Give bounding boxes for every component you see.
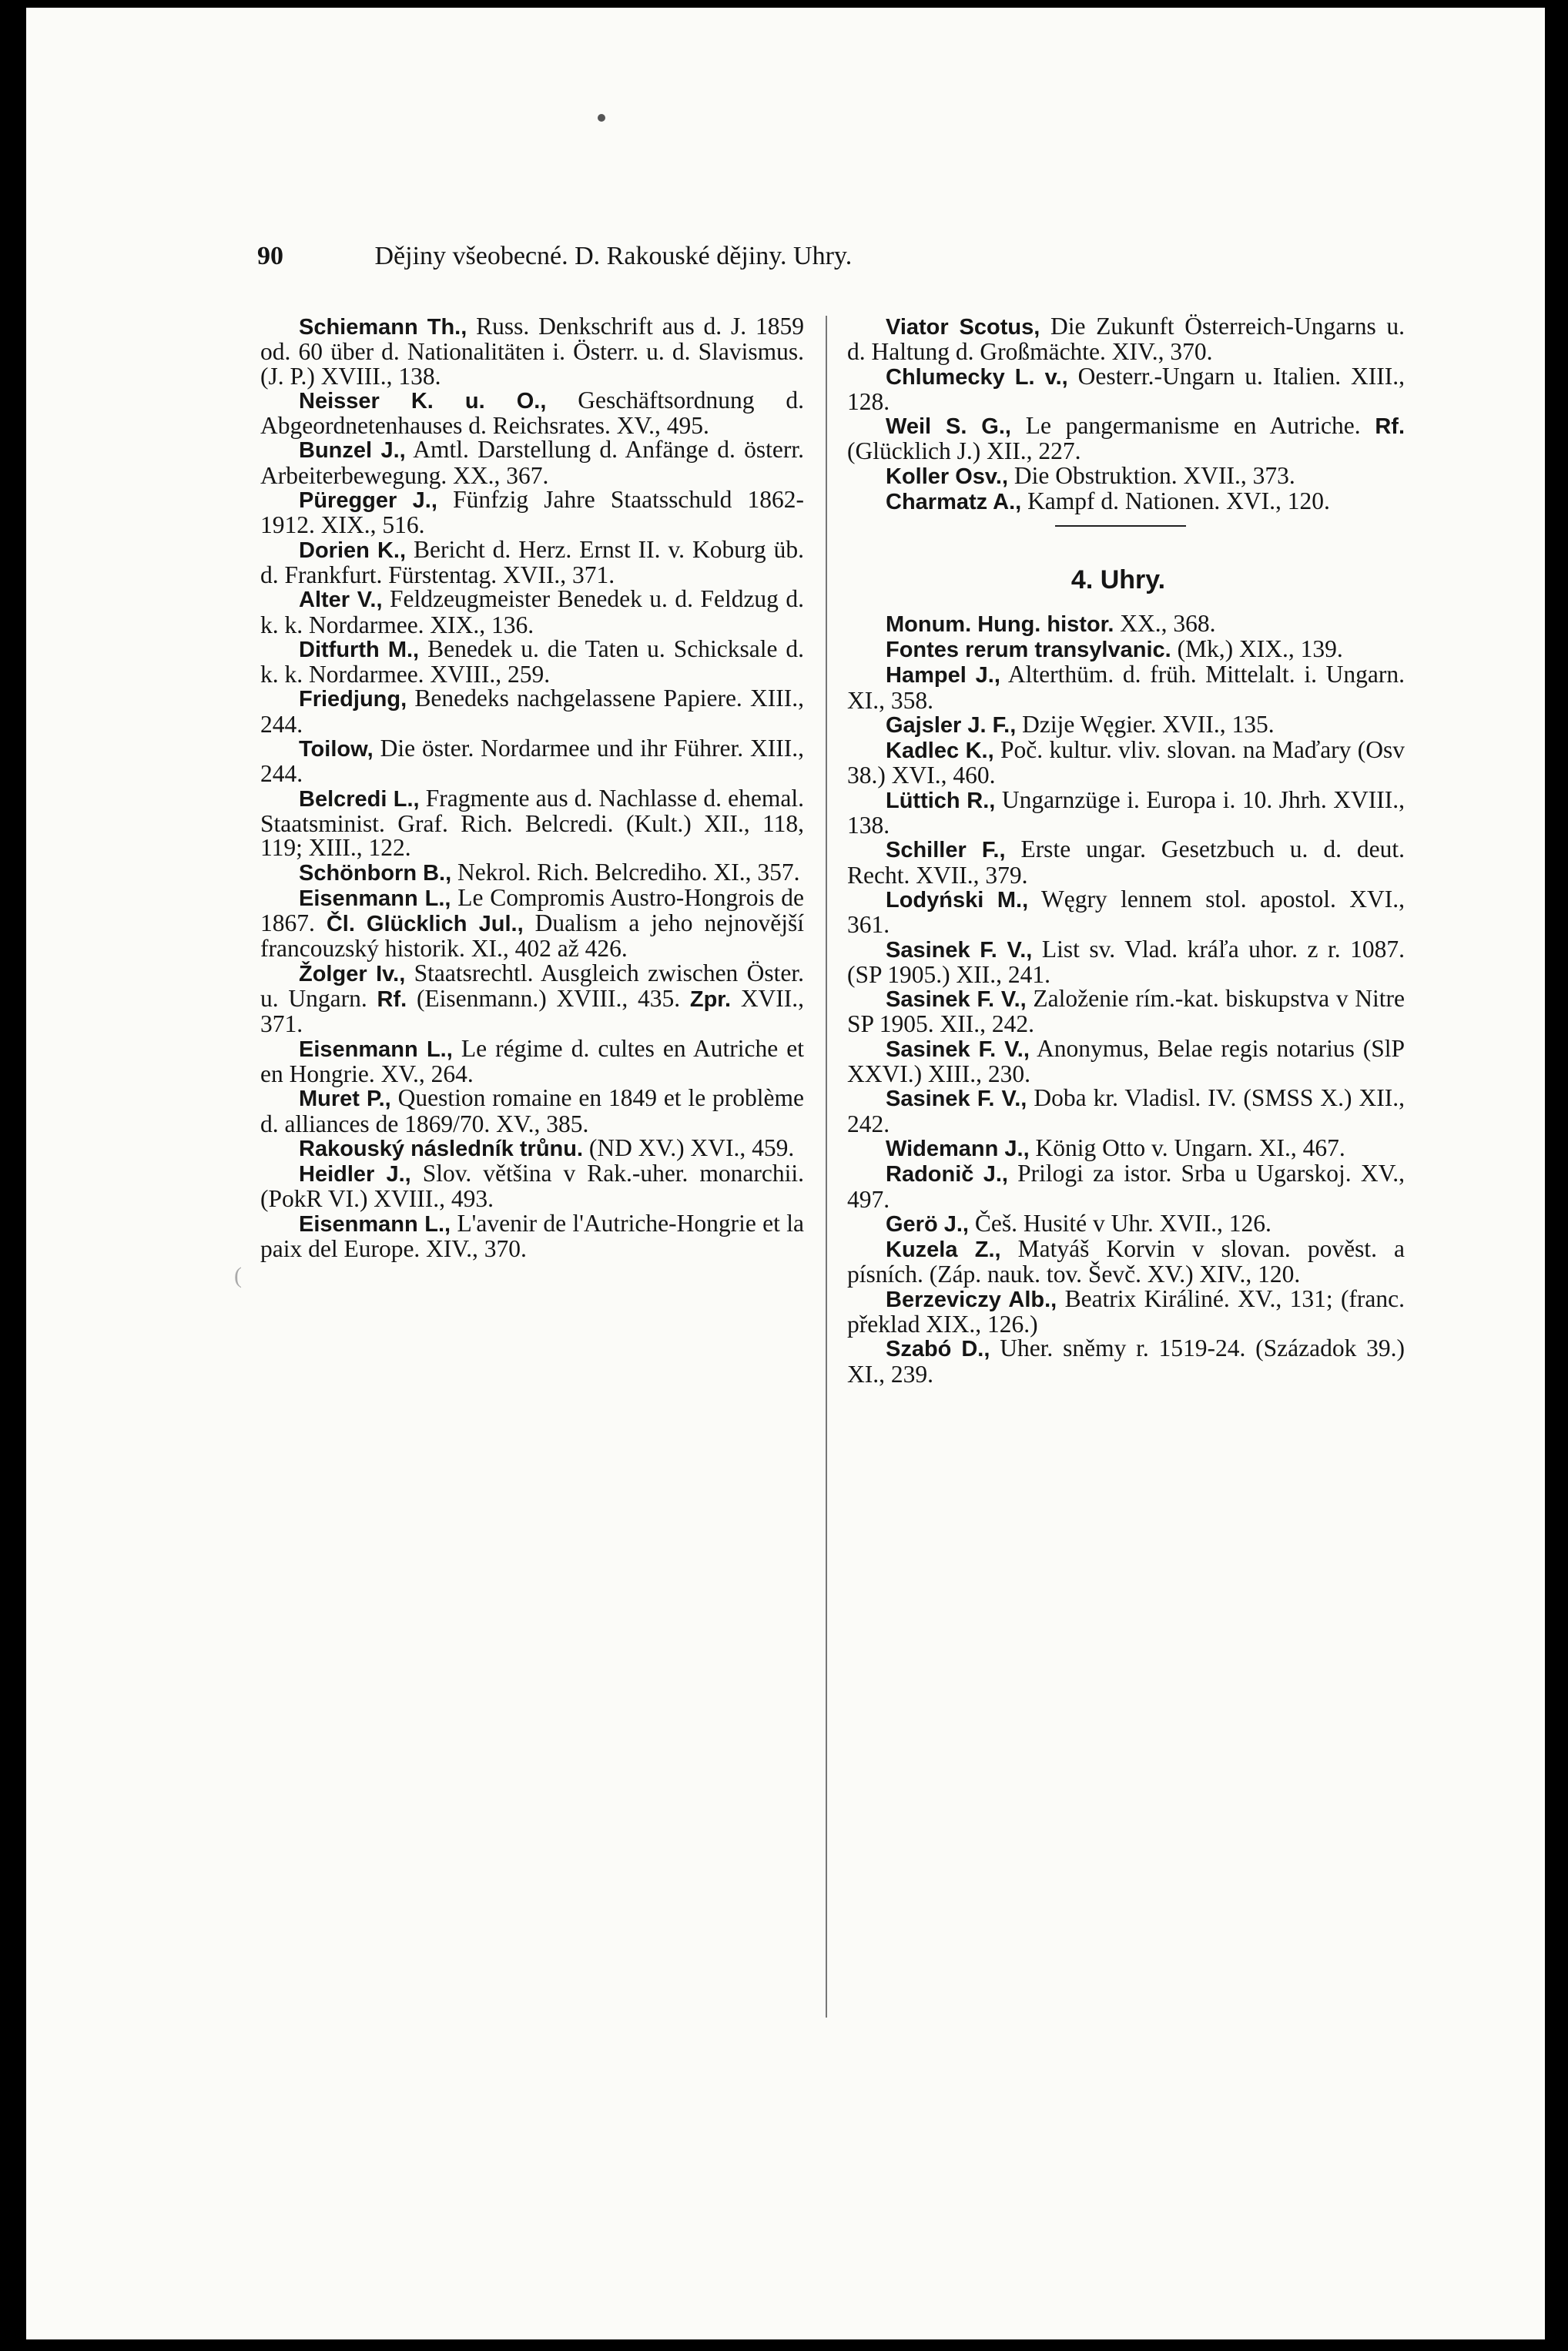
entry-author: Toilow, [299,737,374,762]
entry-author: Neisser K. u. O., [299,388,547,414]
page-header [257,242,1412,271]
print-speck [598,114,605,122]
entry-text: XVII., 371. [260,985,805,1038]
bibliography-entry [847,1211,1405,1237]
entry-author: Sasinek F. V., [886,987,1027,1013]
entry-author: Belcredi L., [299,786,420,812]
entry-text: Fünfzig Jahre Staatsschuld 1862-1912. XIX., 516. [260,486,804,539]
entry-text: Češ. Husité v Uhr. XVII., 126. [974,1209,1271,1237]
entry-author: Bunzel J., [299,438,406,464]
entry-author: Püregger J., [299,488,437,514]
book-page [26,8,1545,2339]
entry-author: Eisenmann L., [299,886,451,911]
entry-text: Dzije Węgier. XVII., 135. [1022,710,1275,738]
entry-author: Monum. Hung. histor. [886,611,1114,637]
entry-author: Rakouský následník trůnu. [299,1136,584,1161]
entry-author: Schiemann Th., [299,315,467,340]
entry-text: Le Compromis Austro-Hongrois de 1867. [260,883,804,937]
entry-text: (Glücklich J.) XII., 227. [847,437,1081,465]
entry-text: Erste ungar. Gesetzbuch u. d. deut. Recht. XVII., 379. [847,836,1406,889]
bibliography-entry [847,662,1405,712]
entry-text: Russ. Denkschrift aus d. J. 1859 od. 60 über d. Nationalitäten i. Österr. u. d. Slavismus. (J. P.) XVIII., 138. [260,313,805,390]
entry-author: Lodyński M., [886,887,1029,913]
bibliography-entry [260,860,804,886]
entry-author: Schönborn B., [299,860,452,886]
bibliography-entry [847,837,1405,887]
column-divider [826,316,827,2018]
bibliography-entry [260,314,804,388]
entry-text: Beatrix Királiné. XV., 131; (franc. překlad XIX., 126.) [847,1284,1406,1338]
bibliography-entry [260,1211,804,1261]
entry-text: König Otto v. Ungarn. XI., 467. [1035,1134,1345,1161]
bibliography-entry [847,785,1405,839]
entry-text: Kampf d. Nationen. XVI., 120. [1027,487,1330,515]
running-title: Dějiny všeobecné. D. Rakouské dějiny. Uhry. [374,242,853,270]
entry-author: Viator Scotus, [886,315,1040,340]
entry-text: Die Zukunft Österreich-Ungarns u. d. Haltung d. Großmächte. XIV., 370. [847,313,1406,366]
entry-text: Nekrol. Rich. Belcrediho. XI., 357. [457,858,800,886]
entry-text: Question romaine en 1849 et le problème d. alliances de 1869/70. XV., 385. [260,1084,805,1137]
entry-text: Založenie rím.-kat. biskupstva v Nitre SP 1905. XII., 242. [847,985,1405,1038]
entry-text: Prilogi za istor. Srba u Ugarskoj. XV., 497. [847,1160,1406,1213]
entry-text: Bericht d. Herz. Ernst II. v. Koburg üb. d. Frankfurt. Fürstentag. XVII., 371. [260,535,804,588]
entry-signature: Rf. [1375,414,1406,440]
bibliography-entry [847,461,1405,489]
entry-author: Szabó D., [886,1337,990,1362]
bibliography-entry [847,1237,1405,1287]
bibliography-entry [847,1034,1405,1088]
entry-author: Gerö J., [886,1211,969,1237]
bibliography-entry [847,1086,1405,1136]
entry-text: Fragmente aus d. Nachlasse d. ehemal. Staatsminist. Graf. Rich. Belcredi. (Kult.) XII., 118, 119; XIII., 122. [260,784,804,862]
entry-author: Gajsler J. F., [886,712,1017,738]
bibliography-entry [847,986,1405,1037]
entry-author: Berzeviczy Alb., [886,1287,1057,1312]
entry-text: L'avenir de l'Autriche-Hongrie et la paix del Europe. XIV., 370. [260,1209,804,1262]
bibliography-entry [260,637,804,687]
bibliography-entry [260,437,804,487]
bibliography-entry [847,1336,1405,1386]
entry-signature: Čl. [326,912,355,937]
entry-author: Sasinek F. V., [886,937,1033,963]
page-number: 90 [257,242,283,270]
entry-text: Doba kr. Vladisl. IV. (SMSS X.) XII., 242. [847,1084,1405,1137]
entry-text: XI., 402 až 426. [471,935,628,963]
entry-text: Benedek u. die Taten u. Schicksale d. k. k. Nordarmee. XVIII., 259. [260,635,805,688]
entry-text: (ND XV.) XVI., 459. [588,1134,795,1161]
bibliography-entry [260,786,804,860]
entry-author: Charmatz A., [886,490,1022,515]
bibliography-entry [847,364,1405,414]
entry-signature: Rf. [377,987,407,1013]
bibliography-entry [260,1161,804,1211]
entry-author: Heidler J., [299,1162,411,1187]
entry-author: Widemann J., [886,1136,1030,1161]
entry-author: Alter V., [299,588,383,613]
entry-signature: Zpr. [689,987,732,1013]
entry-text: Die öster. Nordarmee und ihr Führer. XIII., 244. [260,735,804,788]
entry-text: Le régime d. cultes en Autriche et en Hongrie. XV., 264. [260,1034,804,1087]
entry-text: Dualism a jeho nejnovější francouzský historik. [260,909,805,963]
entry-author: Fontes rerum transylvanic. [886,637,1171,662]
bibliography-entry [260,961,804,1037]
bibliography-entry [260,487,804,538]
entry-text: Die Obstruktion. XVII., 373. [1014,461,1295,489]
entry-text: Amtl. Darstellung d. Anfänge d. österr. Arbeiterbewegung. XX., 367. [260,436,804,489]
section-heading: 4. Uhry. [1070,565,1166,595]
bibliography-entry [260,883,805,963]
bibliography-entry [260,736,804,786]
bibliography-entry [847,937,1405,987]
bibliography-entry [847,489,1405,514]
entry-author: Ditfurth M., [299,637,420,662]
entry-author: Schiller F., [886,838,1006,863]
bibliography-entry [260,1136,804,1161]
entry-author: Eisenmann L., [299,1037,453,1062]
entry-text: Geschäftsordnung d. Abgeordnetenhauses d. Reichsrates. XV., 495. [260,386,804,440]
entry-text: Uher. sněmy r. 1519-24. (Századok 39.) XI., 239. [847,1335,1405,1388]
entry-text: Slov. většina v Rak.-uher. monarchii. (PokR VI.) XVIII., 493. [260,1160,804,1213]
entry-text: Oesterr.-Ungarn u. Italien. XIII., 128. [847,362,1405,415]
bibliography-entry [260,535,804,588]
entry-text: Poč. kultur. vliv. slovan. na Maďary (Osv 38.) XVI., 460. [847,736,1406,789]
right-column-bottom [847,611,1405,1386]
left-column [260,314,804,1261]
entry-author: Friedjung, [299,687,407,712]
bibliography-entry [847,611,1405,637]
entry-author: Lüttich R., [886,788,996,813]
entry-author: Chlumecky L. v., [886,364,1068,390]
bibliography-entry [847,738,1405,788]
bibliography-entry [847,414,1405,464]
entry-text: Le pangermanisme en Autriche. [1025,412,1361,440]
stray-mark: ( [234,1263,242,1288]
entry-author: Glücklich Jul., [366,912,524,937]
bibliography-entry [260,686,804,736]
entry-author: Kadlec K., [886,738,994,764]
entry-text: Feldzeugmeister Benedek u. d. Feldzug d. k. k. Nordarmee. XIX., 136. [260,585,805,638]
entry-author: Sasinek F. V., [886,1037,1030,1062]
entry-text: List sv. Vlad. kráľa uhor. z r. 1087. (SP 1905.) XII., 241. [847,935,1405,988]
bibliography-entry [847,637,1405,662]
entry-text: Ungarnzüge i. Europa i. 10. Jhrh. XVIII., 138. [847,785,1405,839]
bibliography-entry [847,314,1405,364]
bibliography-entry [260,1034,804,1087]
entry-text: XX., 368. [1120,609,1216,637]
entry-author: Kuzela Z., [886,1237,1001,1263]
entry-author: Eisenmann L., [299,1211,451,1237]
entry-text: (Mk,) XIX., 139. [1177,635,1343,662]
bibliography-entry [847,1284,1406,1338]
entry-author: Radonič J., [886,1162,1008,1187]
bibliography-entry [260,388,804,438]
bibliography-entry [260,1086,804,1136]
bibliography-entry [847,712,1405,738]
right-column-top [847,314,1405,514]
entry-author: Muret P., [299,1087,391,1112]
entry-author: Sasinek F. V., [886,1087,1027,1112]
entry-text: Staatsrechtl. Ausgleich zwischen Öster. u. Ungarn. [260,959,804,1013]
bibliography-entry [847,1136,1405,1161]
entry-author: Dorien K., [299,538,407,563]
right-column [847,314,1405,1386]
entry-author: Weil S. G., [886,414,1011,440]
entry-text: Alterthüm. d. früh. Mittelalt. i. Ungarn. XI., 358. [847,661,1405,714]
entry-author: Koller Osv., [886,464,1009,489]
bibliography-entry [260,587,804,637]
bibliography-entry [847,887,1405,937]
bibliography-entry [847,1161,1405,1211]
entry-text: (Eisenmann.) XVIII., 435. [416,985,681,1013]
entry-text: Matyáš Korvin v slovan. pověst. a písních. (Záp. nauk. tov. Ševč. XV.) XIV., 120. [847,1235,1406,1288]
entry-author: Žolger Iv., [299,961,406,986]
entry-author: Hampel J., [886,663,1000,688]
entry-text: Węgry lennem stol. apostol. XVI., 361. [847,885,1405,939]
entry-text: Benedeks nachgelassene Papiere. XIII., 244. [260,685,805,738]
entry-text: Anonymus, Belae regis notarius (SlP XXVI.) XIII., 230. [847,1034,1405,1088]
section-separator-rule [1055,525,1186,527]
